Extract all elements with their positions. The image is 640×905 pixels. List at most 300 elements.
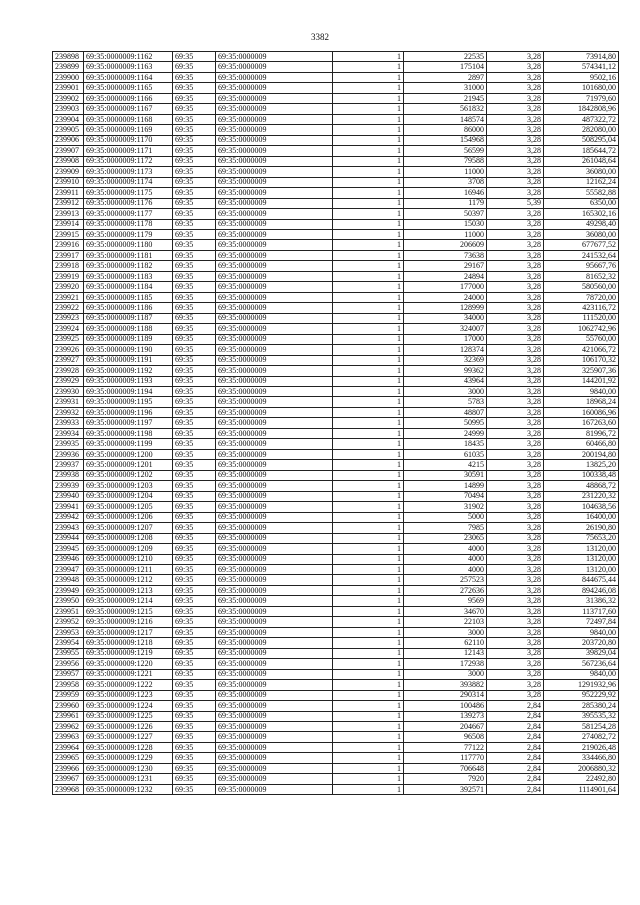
cadastral-block-cell: 69:35:0000009: [216, 659, 333, 669]
cadastral-number-cell: 69:35:0000009:1171: [84, 146, 173, 156]
row-number-cell: 239900: [53, 72, 84, 82]
area-cell: 70494: [404, 491, 487, 501]
cadastral-number-cell: 69:35:0000009:1185: [84, 292, 173, 302]
district-code-cell: 69:35: [173, 125, 216, 135]
cadastral-value-cell: 75653,20: [544, 533, 619, 543]
table-row: [53, 376, 619, 386]
district-code-cell: 69:35: [173, 648, 216, 658]
cadastral-block-cell: 69:35:0000009: [216, 188, 333, 198]
area-cell: 175104: [404, 62, 487, 72]
rate-cell: 2,84: [487, 701, 544, 711]
area-cell: 43964: [404, 376, 487, 386]
cadastral-number-cell: 69:35:0000009:1197: [84, 418, 173, 428]
row-number-cell: 239938: [53, 470, 84, 480]
row-number-cell: 239927: [53, 355, 84, 365]
cadastral-value-cell: 55760,00: [544, 334, 619, 344]
cadastral-block-cell: 69:35:0000009: [216, 209, 333, 219]
parcel-count-cell: 1: [333, 575, 404, 585]
table-row: [53, 523, 619, 533]
parcel-count-cell: 1: [333, 711, 404, 721]
district-code-cell: 69:35: [173, 135, 216, 145]
parcel-count-cell: 1: [333, 481, 404, 491]
cadastral-value-cell: 9840,00: [544, 669, 619, 679]
row-number-cell: 239963: [53, 732, 84, 742]
cadastral-number-cell: 69:35:0000009:1183: [84, 271, 173, 281]
cadastral-number-cell: 69:35:0000009:1187: [84, 313, 173, 323]
cadastral-value-cell: 22492,80: [544, 774, 619, 784]
cadastral-number-cell: 69:35:0000009:1205: [84, 502, 173, 512]
area-cell: 62110: [404, 638, 487, 648]
parcel-count-cell: 1: [333, 596, 404, 606]
rate-cell: 3,28: [487, 240, 544, 250]
table-row: [53, 669, 619, 679]
cadastral-value-cell: 144201,92: [544, 376, 619, 386]
table-row: [53, 512, 619, 522]
district-code-cell: 69:35: [173, 387, 216, 397]
table-row: [53, 449, 619, 459]
table-row: [53, 324, 619, 334]
district-code-cell: 69:35: [173, 585, 216, 595]
cadastral-number-cell: 69:35:0000009:1189: [84, 334, 173, 344]
rate-cell: 3,28: [487, 439, 544, 449]
cadastral-value-cell: 13120,00: [544, 544, 619, 554]
cadastral-block-cell: 69:35:0000009: [216, 72, 333, 82]
cadastral-value-cell: 72497,84: [544, 617, 619, 627]
table-row: [53, 52, 619, 62]
rate-cell: 3,28: [487, 523, 544, 533]
rate-cell: 3,28: [487, 250, 544, 260]
cadastral-block-cell: 69:35:0000009: [216, 366, 333, 376]
cadastral-number-cell: 69:35:0000009:1174: [84, 177, 173, 187]
table-row: [53, 345, 619, 355]
cadastral-value-cell: 9502,16: [544, 72, 619, 82]
cadastral-value-cell: 231220,32: [544, 491, 619, 501]
row-number-cell: 239945: [53, 544, 84, 554]
table-row: [53, 125, 619, 135]
rate-cell: 3,28: [487, 627, 544, 637]
cadastral-value-cell: 1062742,96: [544, 324, 619, 334]
area-cell: 117770: [404, 753, 487, 763]
parcel-count-cell: 1: [333, 62, 404, 72]
area-cell: 12143: [404, 648, 487, 658]
parcel-count-cell: 1: [333, 627, 404, 637]
cadastral-block-cell: 69:35:0000009: [216, 303, 333, 313]
cadastral-number-cell: 69:35:0000009:1210: [84, 554, 173, 564]
district-code-cell: 69:35: [173, 146, 216, 156]
table-row: [53, 250, 619, 260]
table-body: [53, 52, 619, 795]
cadastral-block-cell: 69:35:0000009: [216, 104, 333, 114]
table-row: [53, 177, 619, 187]
cadastral-number-cell: 69:35:0000009:1222: [84, 680, 173, 690]
cadastral-value-cell: 9840,00: [544, 387, 619, 397]
cadastral-number-cell: 69:35:0000009:1172: [84, 156, 173, 166]
parcel-count-cell: 1: [333, 387, 404, 397]
cadastral-value-cell: 241532,64: [544, 250, 619, 260]
cadastral-number-cell: 69:35:0000009:1231: [84, 774, 173, 784]
table-row: [53, 460, 619, 470]
cadastral-value-cell: 165302,16: [544, 209, 619, 219]
cadastral-value-cell: 580560,00: [544, 282, 619, 292]
cadastral-value-cell: 55582,88: [544, 188, 619, 198]
table-row: [53, 627, 619, 637]
district-code-cell: 69:35: [173, 250, 216, 260]
table-row: [53, 481, 619, 491]
cadastral-block-cell: 69:35:0000009: [216, 324, 333, 334]
table-row: [53, 93, 619, 103]
cadastral-block-cell: 69:35:0000009: [216, 250, 333, 260]
district-code-cell: 69:35: [173, 502, 216, 512]
cadastral-value-cell: 36080,00: [544, 167, 619, 177]
area-cell: 5783: [404, 397, 487, 407]
rate-cell: 3,28: [487, 261, 544, 271]
area-cell: 3000: [404, 627, 487, 637]
district-code-cell: 69:35: [173, 533, 216, 543]
rate-cell: 3,28: [487, 554, 544, 564]
table-row: [53, 240, 619, 250]
row-number-cell: 239960: [53, 701, 84, 711]
area-cell: 50995: [404, 418, 487, 428]
area-cell: 34670: [404, 606, 487, 616]
row-number-cell: 239965: [53, 753, 84, 763]
area-cell: 3000: [404, 669, 487, 679]
cadastral-value-cell: 60466,80: [544, 439, 619, 449]
district-code-cell: 69:35: [173, 544, 216, 554]
cadastral-number-cell: 69:35:0000009:1209: [84, 544, 173, 554]
area-cell: 86000: [404, 125, 487, 135]
cadastral-value-cell: 111520,00: [544, 313, 619, 323]
parcel-count-cell: 1: [333, 282, 404, 292]
cadastral-block-cell: 69:35:0000009: [216, 711, 333, 721]
cadastral-block-cell: 69:35:0000009: [216, 722, 333, 732]
cadastral-block-cell: 69:35:0000009: [216, 345, 333, 355]
table-row: [53, 638, 619, 648]
parcel-count-cell: 1: [333, 753, 404, 763]
row-number-cell: 239935: [53, 439, 84, 449]
row-number-cell: 239923: [53, 313, 84, 323]
cadastral-number-cell: 69:35:0000009:1195: [84, 397, 173, 407]
district-code-cell: 69:35: [173, 428, 216, 438]
cadastral-value-cell: 13120,00: [544, 554, 619, 564]
row-number-cell: 239903: [53, 104, 84, 114]
row-number-cell: 239905: [53, 125, 84, 135]
parcel-count-cell: 1: [333, 732, 404, 742]
cadastral-number-cell: 69:35:0000009:1178: [84, 219, 173, 229]
rate-cell: 3,28: [487, 564, 544, 574]
row-number-cell: 239958: [53, 680, 84, 690]
district-code-cell: 69:35: [173, 219, 216, 229]
table-row: [53, 544, 619, 554]
district-code-cell: 69:35: [173, 418, 216, 428]
area-cell: 1179: [404, 198, 487, 208]
cadastral-number-cell: 69:35:0000009:1221: [84, 669, 173, 679]
cadastral-value-cell: 167263,60: [544, 418, 619, 428]
table-row: [53, 575, 619, 585]
row-number-cell: 239951: [53, 606, 84, 616]
row-number-cell: 239959: [53, 690, 84, 700]
rate-cell: 3,28: [487, 502, 544, 512]
cadastral-value-cell: 334466,80: [544, 753, 619, 763]
table-row: [53, 428, 619, 438]
parcel-count-cell: 1: [333, 324, 404, 334]
area-cell: 48807: [404, 407, 487, 417]
cadastral-number-cell: 69:35:0000009:1179: [84, 229, 173, 239]
rate-cell: 3,28: [487, 575, 544, 585]
cadastral-value-cell: 12162,24: [544, 177, 619, 187]
cadastral-value-cell: 106170,32: [544, 355, 619, 365]
table-row: [53, 167, 619, 177]
row-number-cell: 239917: [53, 250, 84, 260]
cadastral-block-cell: 69:35:0000009: [216, 83, 333, 93]
parcel-count-cell: 1: [333, 460, 404, 470]
district-code-cell: 69:35: [173, 669, 216, 679]
row-number-cell: 239931: [53, 397, 84, 407]
rate-cell: 3,28: [487, 104, 544, 114]
row-number-cell: 239953: [53, 627, 84, 637]
table-row: [53, 407, 619, 417]
cadastral-block-cell: 69:35:0000009: [216, 753, 333, 763]
area-cell: 79588: [404, 156, 487, 166]
cadastral-value-cell: 274082,72: [544, 732, 619, 742]
cadastral-block-cell: 69:35:0000009: [216, 449, 333, 459]
district-code-cell: 69:35: [173, 271, 216, 281]
cadastral-value-cell: 73914,80: [544, 52, 619, 62]
cadastral-number-cell: 69:35:0000009:1200: [84, 449, 173, 459]
rate-cell: 3,28: [487, 606, 544, 616]
row-number-cell: 239902: [53, 93, 84, 103]
parcel-count-cell: 1: [333, 669, 404, 679]
table-row: [53, 261, 619, 271]
parcel-count-cell: 1: [333, 125, 404, 135]
cadastral-block-cell: 69:35:0000009: [216, 575, 333, 585]
table-row: [53, 680, 619, 690]
rate-cell: 3,28: [487, 397, 544, 407]
parcel-count-cell: 1: [333, 659, 404, 669]
parcel-count-cell: 1: [333, 292, 404, 302]
cadastral-value-cell: 487322,72: [544, 114, 619, 124]
area-cell: 100486: [404, 701, 487, 711]
district-code-cell: 69:35: [173, 229, 216, 239]
cadastral-value-cell: 844675,44: [544, 575, 619, 585]
cadastral-number-cell: 69:35:0000009:1228: [84, 742, 173, 752]
cadastral-number-cell: 69:35:0000009:1227: [84, 732, 173, 742]
row-number-cell: 239930: [53, 387, 84, 397]
table-row: [53, 156, 619, 166]
cadastral-block-cell: 69:35:0000009: [216, 418, 333, 428]
parcel-count-cell: 1: [333, 742, 404, 752]
cadastral-number-cell: 69:35:0000009:1175: [84, 188, 173, 198]
parcel-count-cell: 1: [333, 523, 404, 533]
cadastral-number-cell: 69:35:0000009:1232: [84, 784, 173, 794]
parcel-count-cell: 1: [333, 428, 404, 438]
parcel-count-cell: 1: [333, 512, 404, 522]
district-code-cell: 69:35: [173, 313, 216, 323]
cadastral-value-cell: 567236,64: [544, 659, 619, 669]
rate-cell: 3,28: [487, 481, 544, 491]
area-cell: 204667: [404, 722, 487, 732]
area-cell: 128999: [404, 303, 487, 313]
row-number-cell: 239968: [53, 784, 84, 794]
cadastral-block-cell: 69:35:0000009: [216, 355, 333, 365]
area-cell: 99362: [404, 366, 487, 376]
parcel-count-cell: 1: [333, 585, 404, 595]
table-row: [53, 366, 619, 376]
area-cell: 11000: [404, 229, 487, 239]
row-number-cell: 239943: [53, 523, 84, 533]
row-number-cell: 239924: [53, 324, 84, 334]
row-number-cell: 239952: [53, 617, 84, 627]
cadastral-value-cell: 78720,00: [544, 292, 619, 302]
table-row: [53, 439, 619, 449]
row-number-cell: 239933: [53, 418, 84, 428]
cadastral-number-cell: 69:35:0000009:1207: [84, 523, 173, 533]
cadastral-value-cell: 36080,00: [544, 229, 619, 239]
district-code-cell: 69:35: [173, 722, 216, 732]
cadastral-number-cell: 69:35:0000009:1217: [84, 627, 173, 637]
area-cell: 24894: [404, 271, 487, 281]
page-number: 3382: [311, 32, 329, 42]
parcel-count-cell: 1: [333, 313, 404, 323]
cadastral-block-cell: 69:35:0000009: [216, 627, 333, 637]
parcel-count-cell: 1: [333, 250, 404, 260]
cadastral-value-cell: 26190,80: [544, 523, 619, 533]
cadastral-number-cell: 69:35:0000009:1176: [84, 198, 173, 208]
table-row: [53, 146, 619, 156]
cadastral-value-cell: 200194,80: [544, 449, 619, 459]
parcel-count-cell: 1: [333, 219, 404, 229]
row-number-cell: 239916: [53, 240, 84, 250]
parcel-count-cell: 1: [333, 690, 404, 700]
district-code-cell: 69:35: [173, 355, 216, 365]
district-code-cell: 69:35: [173, 345, 216, 355]
cadastral-block-cell: 69:35:0000009: [216, 774, 333, 784]
cadastral-value-cell: 423116,72: [544, 303, 619, 313]
parcel-count-cell: 1: [333, 638, 404, 648]
district-code-cell: 69:35: [173, 554, 216, 564]
parcel-count-cell: 1: [333, 271, 404, 281]
district-code-cell: 69:35: [173, 439, 216, 449]
cadastral-value-cell: 9840,00: [544, 627, 619, 637]
rate-cell: 3,28: [487, 596, 544, 606]
cadastral-value-cell: 395535,32: [544, 711, 619, 721]
district-code-cell: 69:35: [173, 742, 216, 752]
row-number-cell: 239918: [53, 261, 84, 271]
row-number-cell: 239906: [53, 135, 84, 145]
cadastral-number-cell: 69:35:0000009:1206: [84, 512, 173, 522]
cadastral-block-cell: 69:35:0000009: [216, 638, 333, 648]
area-cell: 31000: [404, 83, 487, 93]
cadastral-block-cell: 69:35:0000009: [216, 387, 333, 397]
row-number-cell: 239950: [53, 596, 84, 606]
cadastral-value-cell: 285380,24: [544, 701, 619, 711]
district-code-cell: 69:35: [173, 177, 216, 187]
area-cell: 24000: [404, 292, 487, 302]
table-row: [53, 554, 619, 564]
cadastral-block-cell: 69:35:0000009: [216, 198, 333, 208]
cadastral-value-cell: 16400,00: [544, 512, 619, 522]
cadastral-number-cell: 69:35:0000009:1162: [84, 52, 173, 62]
district-code-cell: 69:35: [173, 523, 216, 533]
cadastral-number-cell: 69:35:0000009:1170: [84, 135, 173, 145]
district-code-cell: 69:35: [173, 753, 216, 763]
cadastral-value-cell: 574341,12: [544, 62, 619, 72]
row-number-cell: 239944: [53, 533, 84, 543]
cadastral-block-cell: 69:35:0000009: [216, 93, 333, 103]
district-code-cell: 69:35: [173, 240, 216, 250]
parcel-count-cell: 1: [333, 648, 404, 658]
area-cell: 7920: [404, 774, 487, 784]
cadastral-value-cell: 31386,32: [544, 596, 619, 606]
cadastral-number-cell: 69:35:0000009:1196: [84, 407, 173, 417]
cadastral-number-cell: 69:35:0000009:1191: [84, 355, 173, 365]
table-row: [53, 219, 619, 229]
cadastral-block-cell: 69:35:0000009: [216, 732, 333, 742]
table-row: [53, 418, 619, 428]
rate-cell: 3,28: [487, 449, 544, 459]
row-number-cell: 239899: [53, 62, 84, 72]
rate-cell: 2,84: [487, 763, 544, 773]
cadastral-value-cell: 508295,04: [544, 135, 619, 145]
table-row: [53, 742, 619, 752]
parcel-count-cell: 1: [333, 533, 404, 543]
district-code-cell: 69:35: [173, 114, 216, 124]
table-row: [53, 282, 619, 292]
cadastral-block-cell: 69:35:0000009: [216, 460, 333, 470]
cadastral-value-cell: 219026,48: [544, 742, 619, 752]
area-cell: 31902: [404, 502, 487, 512]
area-cell: 5000: [404, 512, 487, 522]
parcel-count-cell: 1: [333, 209, 404, 219]
row-number-cell: 239904: [53, 114, 84, 124]
table-row: [53, 209, 619, 219]
cadastral-block-cell: 69:35:0000009: [216, 669, 333, 679]
cadastral-number-cell: 69:35:0000009:1186: [84, 303, 173, 313]
parcel-count-cell: 1: [333, 93, 404, 103]
cadastral-value-cell: 100338,48: [544, 470, 619, 480]
cadastral-value-cell: 48868,72: [544, 481, 619, 491]
cadastral-block-cell: 69:35:0000009: [216, 240, 333, 250]
table-row: [53, 659, 619, 669]
rate-cell: 3,28: [487, 83, 544, 93]
cadastral-block-cell: 69:35:0000009: [216, 690, 333, 700]
district-code-cell: 69:35: [173, 324, 216, 334]
cadastral-value-cell: 1114901,64: [544, 784, 619, 794]
table-row: [53, 690, 619, 700]
cadastral-block-cell: 69:35:0000009: [216, 219, 333, 229]
table-row: [53, 83, 619, 93]
district-code-cell: 69:35: [173, 617, 216, 627]
cadastral-block-cell: 69:35:0000009: [216, 334, 333, 344]
row-number-cell: 239948: [53, 575, 84, 585]
cadastral-block-cell: 69:35:0000009: [216, 680, 333, 690]
rate-cell: 2,84: [487, 753, 544, 763]
cadastral-number-cell: 69:35:0000009:1182: [84, 261, 173, 271]
cadastral-number-cell: 69:35:0000009:1201: [84, 460, 173, 470]
parcel-count-cell: 1: [333, 680, 404, 690]
rate-cell: 3,28: [487, 669, 544, 679]
cadastral-number-cell: 69:35:0000009:1192: [84, 366, 173, 376]
cadastral-value-cell: 13120,00: [544, 564, 619, 574]
area-cell: 4000: [404, 544, 487, 554]
cadastral-value-cell: 1291932,96: [544, 680, 619, 690]
row-number-cell: 239901: [53, 83, 84, 93]
cadastral-number-cell: 69:35:0000009:1193: [84, 376, 173, 386]
row-number-cell: 239961: [53, 711, 84, 721]
rate-cell: 2,84: [487, 784, 544, 794]
cadastral-value-cell: 81996,72: [544, 428, 619, 438]
row-number-cell: 239937: [53, 460, 84, 470]
district-code-cell: 69:35: [173, 481, 216, 491]
